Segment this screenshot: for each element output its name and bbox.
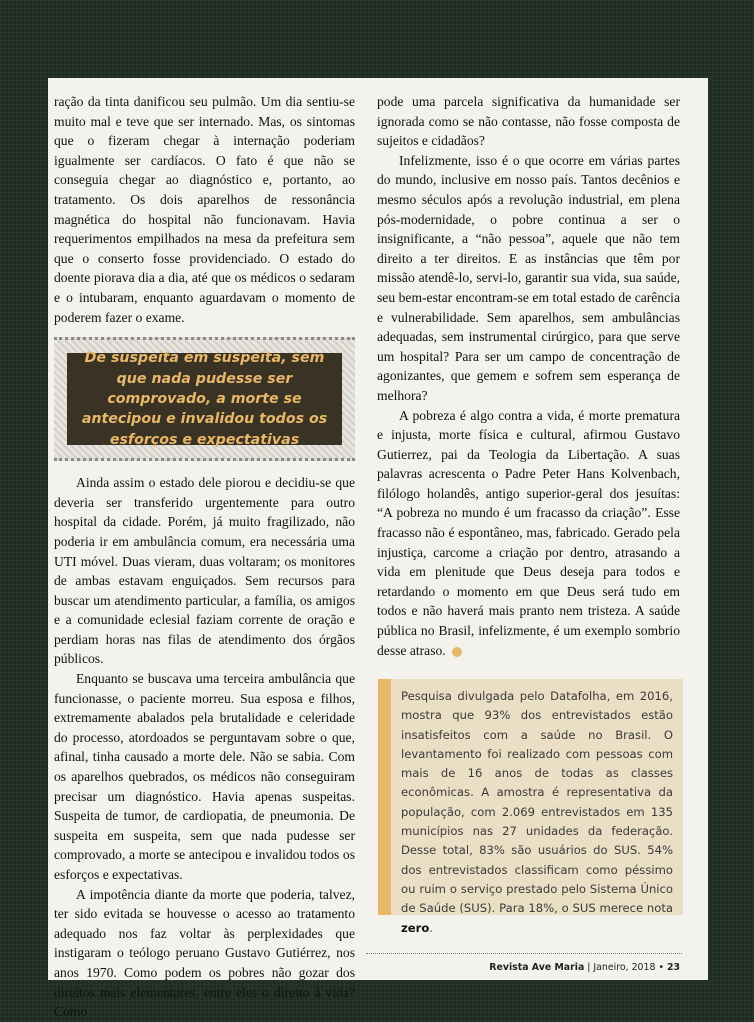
- pull-quote-box: [67, 350, 342, 448]
- issue-date: Janeiro, 2018: [593, 962, 656, 973]
- infobox-end: .: [429, 920, 433, 935]
- paragraph: Infelizmente, isso é o que ocorre em várias partes do mundo, inclusive em nosso país. Tantos decênios e mesmo séculos após a revolução industrial, em plena pós-modernidade, o pobre continua a ser o insignificante, a “não pessoa”, aquele que não tem direito a ter direitos. E as instâncias que têm por missão atendê-lo, servi-lo, garantir sua vida, sua saúde, seu bem-estar encontram-se em total estado de carência e vulnerabilidade. Sem aparelhos, sem ambulâncias adequadas, sem instrumental cirúrgico, para que serve um hospital? Para ser um campo de concentração de agonizantes, que gemem e sofrem sem esperança de melhora?: [377, 152, 680, 403]
- paragraph: Enquanto se buscava uma terceira ambulância que funcionasse, o paciente morreu. Sua esposa e filhos, extremamente abalados pela brutalidade e celeridade do processo, atordoados se perguntavam sobre o que, afinal, tinha causado a morte dele. Não se sabia. Com os aparelhos quebrados, os médicos não conseguiram precisar um diagnóstico. Havia apenas suspeitas. Suspeita de tumor, de cardiopatia, de pneumonia. De suspeita em suspeita, sem que nada pudesse ser comprovado, a morte se antecipou e invalidou todos os esforços e expectativas.: [54, 671, 355, 882]
- infobox-text: [401, 687, 673, 938]
- footer-bullet: •: [658, 962, 664, 973]
- paragraph: ração da tinta danificou seu pulmão. Um dia sentiu-se muito mal e teve que ser internado. Mas, os sintomas que o fizeram chegar à internação poderiam igualmente ser cardíacos. O fato é que não se conseguia chegar ao diagnóstico e, portanto, ao tratamento. Os dois aparelhos de ressonância magnética do hospital não funcionavam. Havia requerimentos empilhados na mesa da prefeitura sem que o conserto fosse providenciado. O estado do doente piorava dia a dia, até que os médicos o sedaram e o intubaram, enquanto aguardavam o momento de poderem fazer o exame.: [54, 94, 355, 325]
- pull-quote: [54, 337, 355, 461]
- page-footer: [378, 962, 680, 973]
- publication-name: Revista Ave Maria: [489, 962, 585, 973]
- left-column: [54, 92, 355, 1022]
- infobox-emphasis: zero: [401, 920, 430, 935]
- paragraph-text: A pobreza é algo contra a vida, é morte prematura e injusta, morte física e cultural, afirmou Gustavo Gutierrez, pai da Teologia da Libertação. A suas palavras acrescenta o Padre Peter Hans Kolvenbach, filólogo holandês, antigo superior-geral dos jesuítas: “A pobreza no mundo é um fracasso da criação”. Esse fracasso não é espontâneo, mas, fabricado. Gerado pela injustiça, carcome a criação por dentro, atrasando a vida em plenitude que Deus deseja para todos e retardando o momento em que Deus será tudo em todos e não haverá mais pranto nem tristeza. A saúde pública no Brasil, infelizmente, é um exemplo sombrio desse atraso.: [377, 407, 680, 658]
- paragraph: A impotência diante da morte que poderia, talvez, ter sido evitada se houvesse o acesso ao tratamento adequado nos faz voltar às perplexidades que instigaram o teólogo peruano Gustavo Gutiérrez, nos anos 1970. Como podem os pobres não gozar dos direitos mais elementares, entre eles o direito à vida? Como: [54, 886, 355, 1020]
- paragraph: Ainda assim o estado dele piorou e decidiu-se que deveria ser transferido urgentemente para outro hospital da cidade. Porém, já muito fragilizado, não poderia ir em ambulância comum, era necessária uma UTI móvel. Duas vieram, duas voltaram; os monitores de ambas estavam enguiçados. Sem recursos para buscar um atendimento particular, a família, os amigos e a comunidade eclesial faziam corrente de oração e perdiam horas nas filas de atendimento dos órgãos públicos.: [54, 475, 355, 667]
- end-mark-icon: [452, 647, 462, 657]
- page-number: 23: [666, 962, 680, 973]
- right-column: [377, 92, 680, 660]
- article-page: [48, 78, 708, 1020]
- survey-infobox: [378, 679, 683, 935]
- footer-divider: [366, 953, 682, 954]
- paragraph: [377, 406, 680, 661]
- infobox-body: Pesquisa divulgada pelo Datafolha, em 2016, mostra que 93% dos entrevistados estão insatisfeitos com a saúde no Brasil. O levantamento foi realizado com pessoas com mais de 16 anos de todas as classes econômicas. A amostra é representativa da população, com 2.069 entrevistados em 135 municípios nas 27 unidades da federação. Desse total, 83% são usuários do SUS. 54% dos entrevistados classificam como péssimo ou ruim o serviço prestado pelo Sistema Único de Saúde (SUS). Para 18%, o SUS merece nota: [401, 689, 673, 916]
- paragraph: pode uma parcela significativa da humanidade ser ignorada como se não contasse, não fosse composta de sujeitos e cidadãos?: [377, 94, 680, 149]
- footer-separator: |: [587, 962, 591, 973]
- pull-quote-text: De suspeita em suspeita, sem que nada pudesse ser comprovado, a morte se antecipou e invalidou todos os esforços e expectativas: [81, 350, 328, 448]
